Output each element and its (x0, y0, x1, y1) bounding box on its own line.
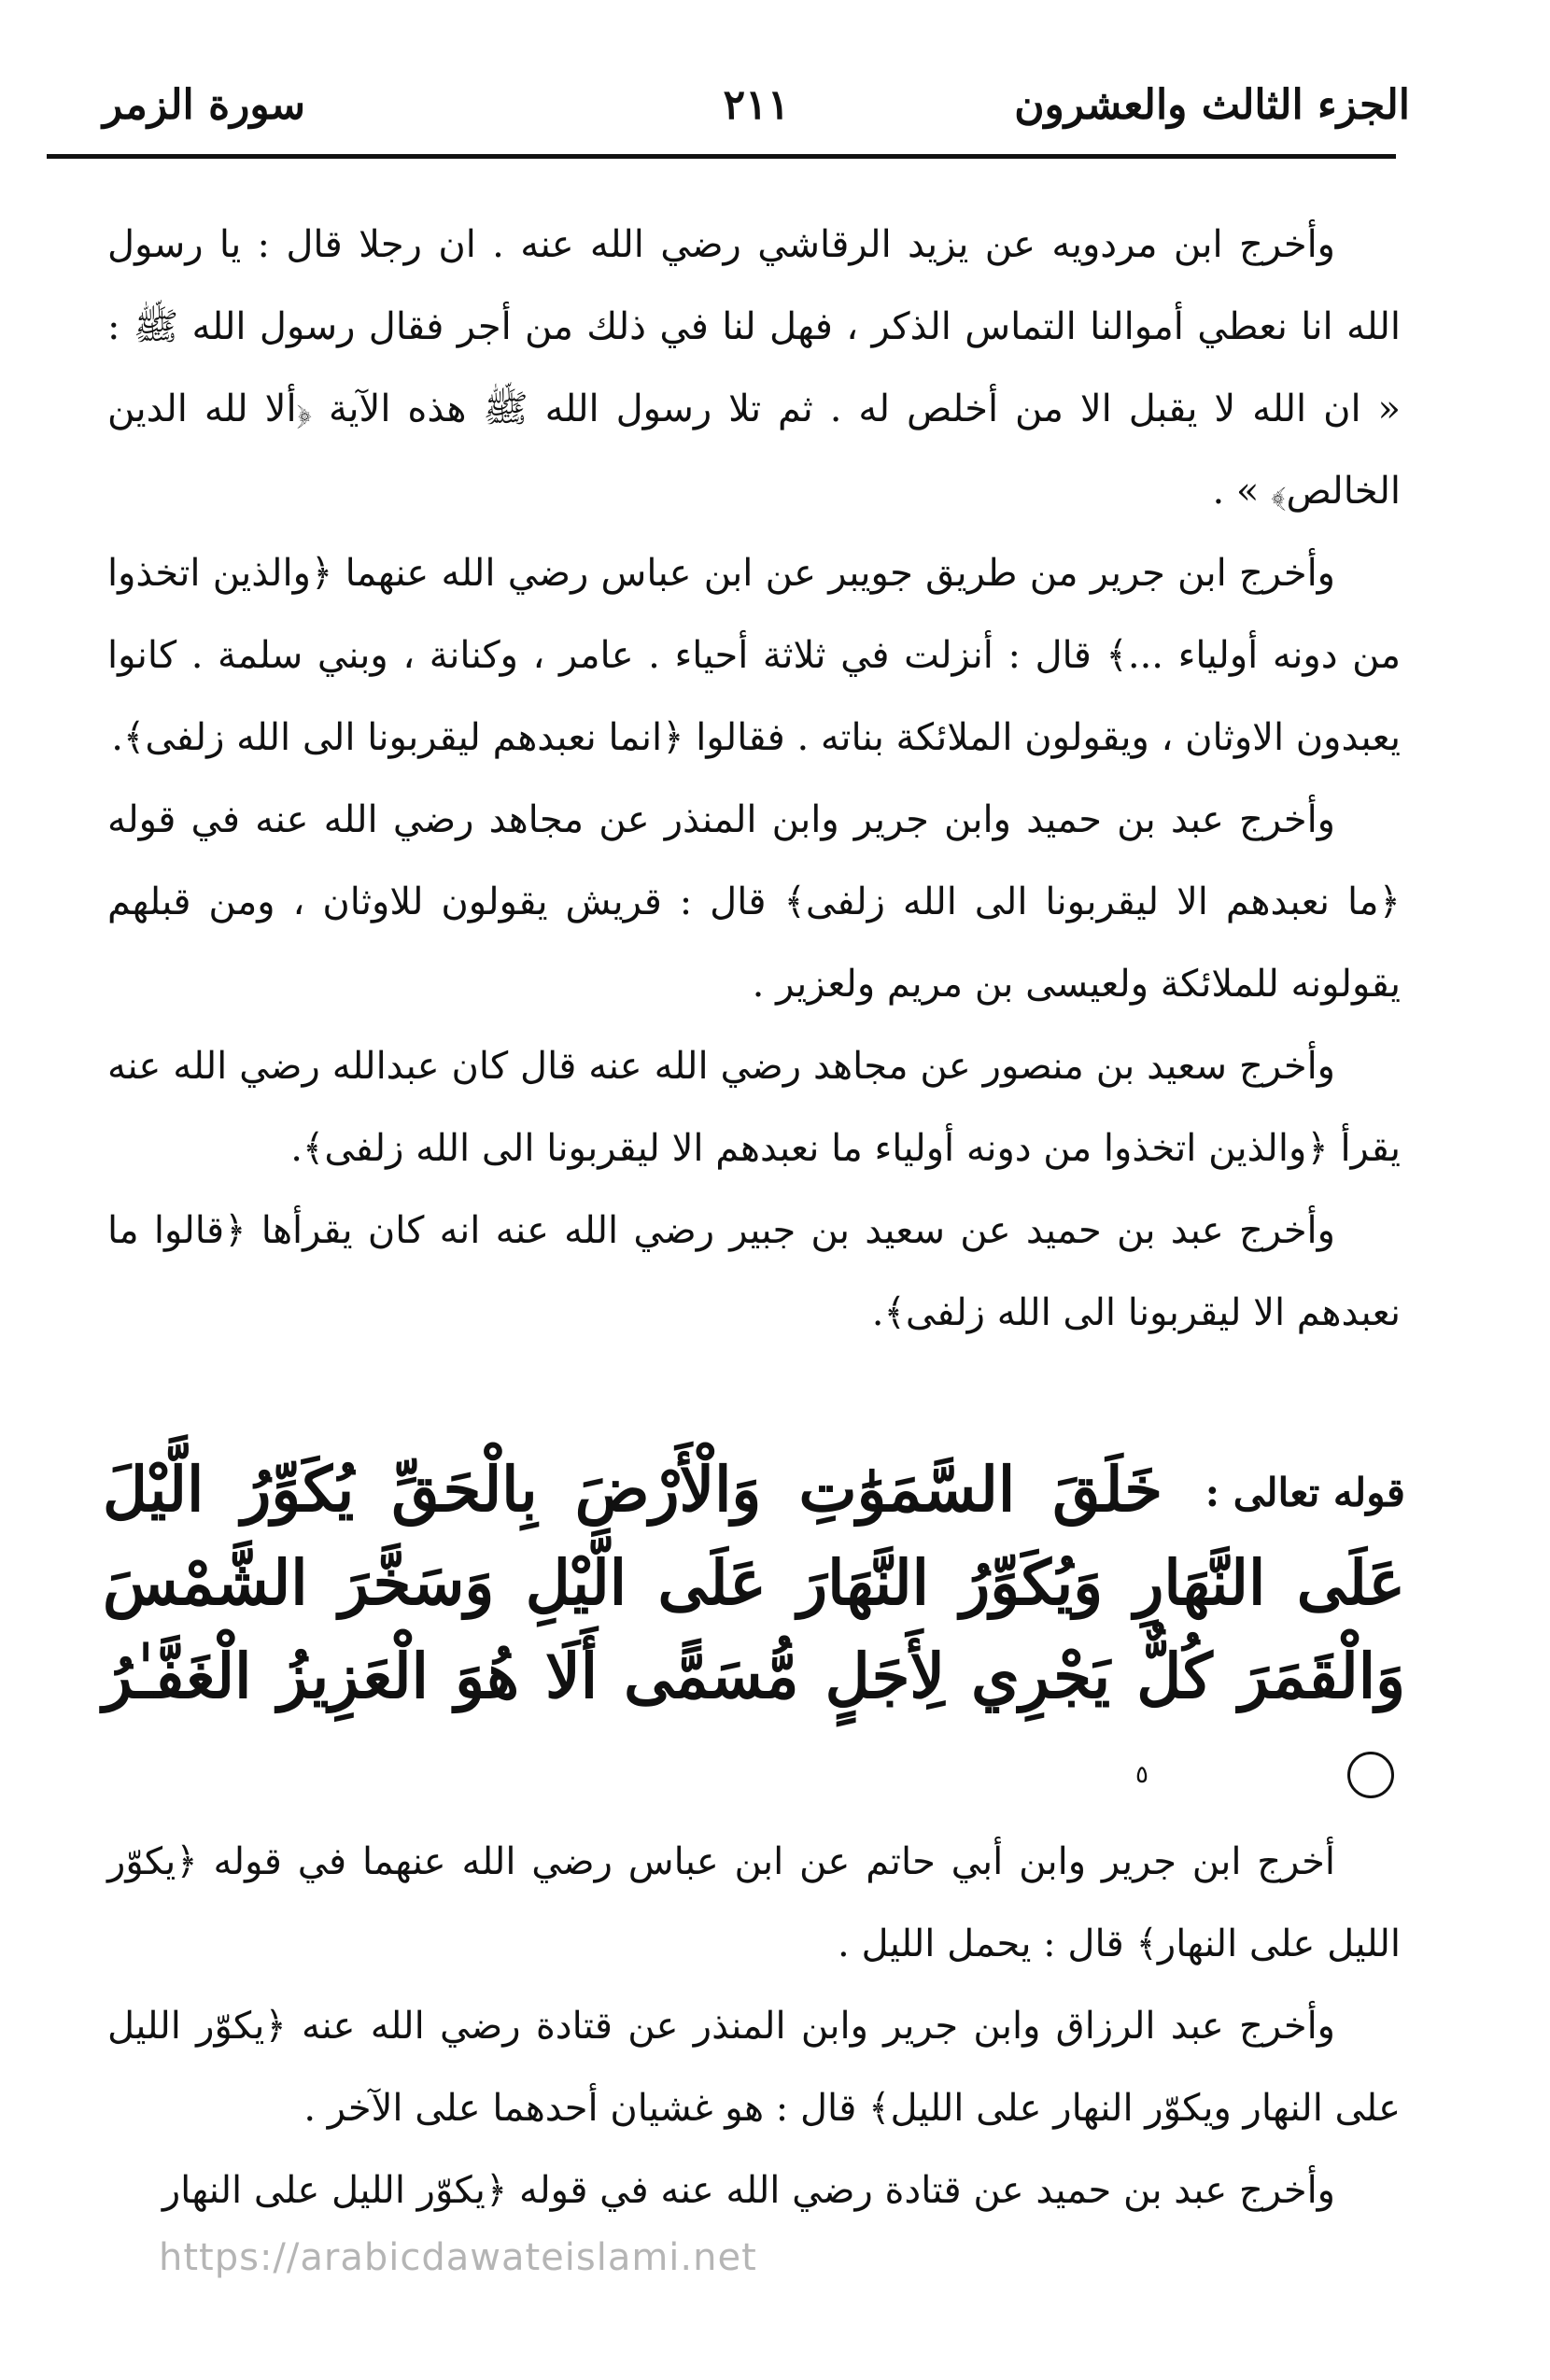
running-head (103, 73, 1410, 138)
narration-paragraph: وأخرج عبد بن حميد عن قتادة رضي الله عنه في قوله ﴿يكوّر الليل على النهار (162, 2169, 1335, 2212)
quran-verse-block (103, 1443, 1405, 1789)
narration-paragraph: أخرج ابن جرير وابن أبي حاتم عن ابن عباس رضي الله عنهما في قوله ﴿يكوّر الليل على النهار﴾ قال : يحمل الليل . (107, 1840, 1401, 1965)
page-number: ٢١١ (723, 81, 790, 129)
surah-title: سورة الزمر (103, 81, 305, 129)
narration-paragraph: وأخرج عبد بن حميد وابن جرير وابن المنذر عن مجاهد رضي الله عنه في قوله ﴿ما نعبدهم الا ليقربونا الى الله زلفى﴾ قال : قريش يقولون للاوثان ، ومن قبلهم يقولونه للملائكة ولعيسى بن مريم ولعزير . (107, 798, 1401, 1006)
narration-paragraph: وأخرج ابن جرير من طريق جويبر عن ابن عباس رضي الله عنهما ﴿والذين اتخذوا من دونه أولياء ...﴾ قال : أنزلت في ثلاثة أحياء . عامر ، وكنانة ، وبني سلمة . كانوا يعبدون الاوثان ، ويقولون الملائكة بناته . فقالوا ﴿انما نعبدهم ليقربونا الى الله زلفى﴾. (107, 552, 1401, 759)
part-title: الجزء الثالث والعشرون (1014, 81, 1410, 129)
narrations-block-2 (107, 1821, 1401, 2232)
quran-verse (103, 1443, 1405, 1816)
watermark-url: https://arabicdawateislami.net (159, 2236, 757, 2279)
header-rule (47, 154, 1396, 159)
narrations-block-1 (107, 204, 1401, 1354)
narration-paragraph: وأخرج ابن مردويه عن يزيد الرقاشي رضي الله عنه . ان رجلا قال : يا رسول الله انا نعطي أموالنا التماس الذكر ، فهل لنا في ذلك من أجر فقال رسول الله ﷺ : « ان الله لا يقبل الا من أخلص له . ثم تلا رسول الله ﷺ هذه الآية ﴿ألا لله الدين الخالص﴾ » . (107, 223, 1401, 513)
ayah-number-icon: ٥ (1347, 1752, 1394, 1798)
verse-intro-label: قوله تعالى : (1205, 1470, 1405, 1515)
narration-paragraph: وأخرج عبد بن حميد عن سعيد بن جبير رضي الله عنه انه كان يقرأها ﴿قالوا ما نعبدهم الا ليقربونا الى الله زلفى﴾. (107, 1209, 1401, 1334)
narration-paragraph: وأخرج سعيد بن منصور عن مجاهد رضي الله عنه قال كان عبدالله رضي الله عنه يقرأ ﴿والذين اتخذوا من دونه أولياء ما نعبدهم الا ليقربونا الى الله زلفى﴾. (107, 1045, 1401, 1170)
narration-paragraph: وأخرج عبد الرزاق وابن جرير وابن المنذر عن قتادة رضي الله عنه ﴿يكوّر الليل على النهار ويكوّر النهار على الليل﴾ قال : هو غشيان أحدهما على الآخر . (107, 2005, 1401, 2130)
verse-text: خَلَقَ السَّمَوَٰتِ وَالْأَرْضَ بِالْحَقِّ يُكَوِّرُ الَّيْلَ عَلَى النَّهَارِ وَيُكَوِّرُ النَّهَارَ عَلَى الَّيْلِ وَسَخَّرَ الشَّمْسَ وَالْقَمَرَ كُلٌّ يَجْرِي لِأَجَلٍ مُّسَمًّى أَلَا هُوَ الْعَزِيزُ الْغَفَّـٰرُ (103, 1453, 1405, 1712)
